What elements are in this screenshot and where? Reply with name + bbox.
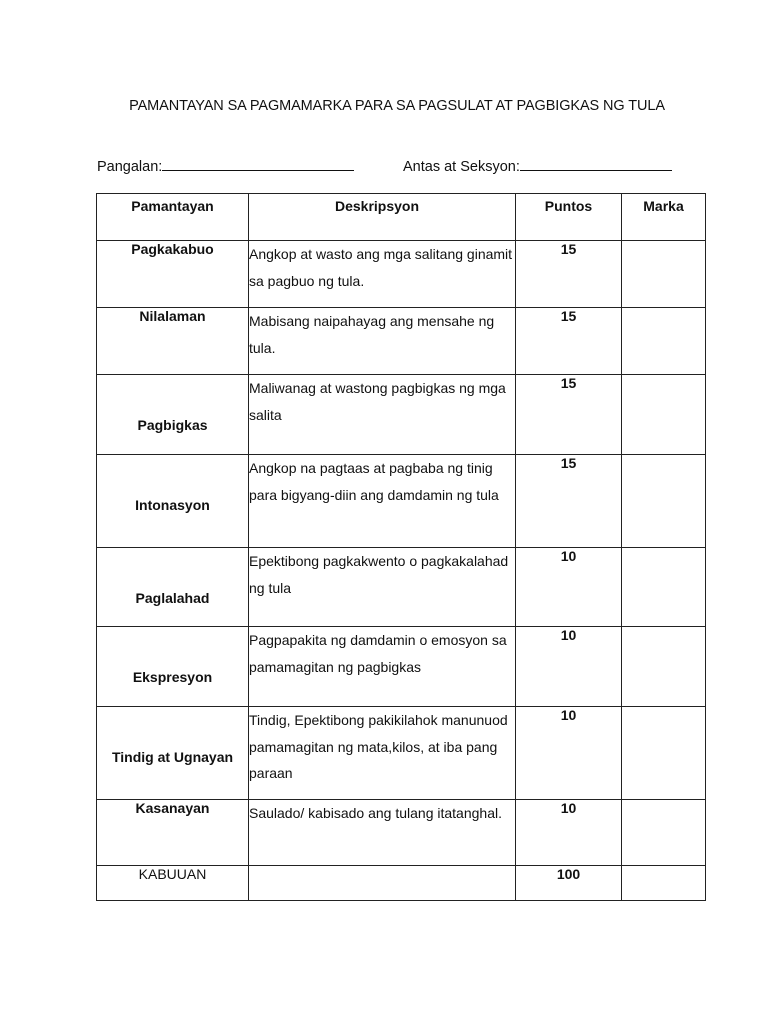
header-points: Puntos (516, 194, 622, 241)
name-field (97, 158, 354, 175)
header-description: Deskripsyon (249, 194, 516, 241)
header-criteria: Pamantayan (97, 194, 249, 241)
total-row (97, 866, 706, 901)
rubric-table (96, 193, 706, 901)
points-cell: 10 (516, 707, 622, 800)
table-row (97, 375, 706, 455)
criteria-cell: Pagkakabuo (97, 241, 249, 308)
grade-section-field (403, 158, 672, 175)
mark-cell[interactable] (622, 707, 706, 800)
table-row (97, 707, 706, 800)
mark-cell[interactable] (622, 548, 706, 627)
header-row (97, 194, 706, 241)
criteria-cell: Paglalahad (97, 548, 249, 627)
description-cell: Tindig, Epektibong pakikilahok manunuod pamamagitan ng mata,kilos, at iba pang paraan (249, 707, 516, 800)
mark-cell[interactable] (622, 241, 706, 308)
total-mark-cell[interactable] (622, 866, 706, 901)
criteria-cell: Intonasyon (97, 455, 249, 548)
document-title: PAMANTAYAN SA PAGMAMARKA PARA SA PAGSULAT AT PAGBIGKAS NG TULA (129, 98, 665, 114)
points-cell: 10 (516, 800, 622, 866)
mark-cell[interactable] (622, 455, 706, 548)
total-label: KABUUAN (97, 866, 249, 901)
criteria-cell: Pagbigkas (97, 375, 249, 455)
table-row (97, 241, 706, 308)
total-points: 100 (516, 866, 622, 901)
table-row (97, 455, 706, 548)
mark-cell[interactable] (622, 800, 706, 866)
description-cell: Angkop at wasto ang mga salitang ginamit sa pagbuo ng tula. (249, 241, 516, 308)
criteria-cell: Nilalaman (97, 308, 249, 375)
table-row (97, 548, 706, 627)
table-row (97, 308, 706, 375)
description-cell: Mabisang naipahayag ang mensahe ng tula. (249, 308, 516, 375)
total-description-cell (249, 866, 516, 901)
description-cell: Maliwanag at wastong pagbigkas ng mga salita (249, 375, 516, 455)
criteria-cell: Tindig at Ugnayan (97, 707, 249, 800)
table-row (97, 800, 706, 866)
mark-cell[interactable] (622, 308, 706, 375)
points-cell: 15 (516, 375, 622, 455)
points-cell: 10 (516, 627, 622, 707)
header-mark: Marka (622, 194, 706, 241)
criteria-cell: Ekspresyon (97, 627, 249, 707)
name-label: Pangalan: (97, 159, 163, 175)
criteria-cell: Kasanayan (97, 800, 249, 866)
mark-cell[interactable] (622, 627, 706, 707)
points-cell: 15 (516, 308, 622, 375)
mark-cell[interactable] (622, 375, 706, 455)
name-blank-line[interactable] (162, 158, 354, 171)
points-cell: 15 (516, 455, 622, 548)
grade-section-label: Antas at Seksyon: (403, 159, 520, 175)
points-cell: 15 (516, 241, 622, 308)
description-cell: Saulado/ kabisado ang tulang itatanghal. (249, 800, 516, 866)
grade-section-blank-line[interactable] (520, 158, 672, 171)
description-cell: Pagpapakita ng damdamin o emosyon sa pamamagitan ng pagbigkas (249, 627, 516, 707)
description-cell: Angkop na pagtaas at pagbaba ng tinig para bigyang-diin ang damdamin ng tula (249, 455, 516, 548)
table-row (97, 627, 706, 707)
description-cell: Epektibong pagkakwento o pagkakalahad ng tula (249, 548, 516, 627)
points-cell: 10 (516, 548, 622, 627)
